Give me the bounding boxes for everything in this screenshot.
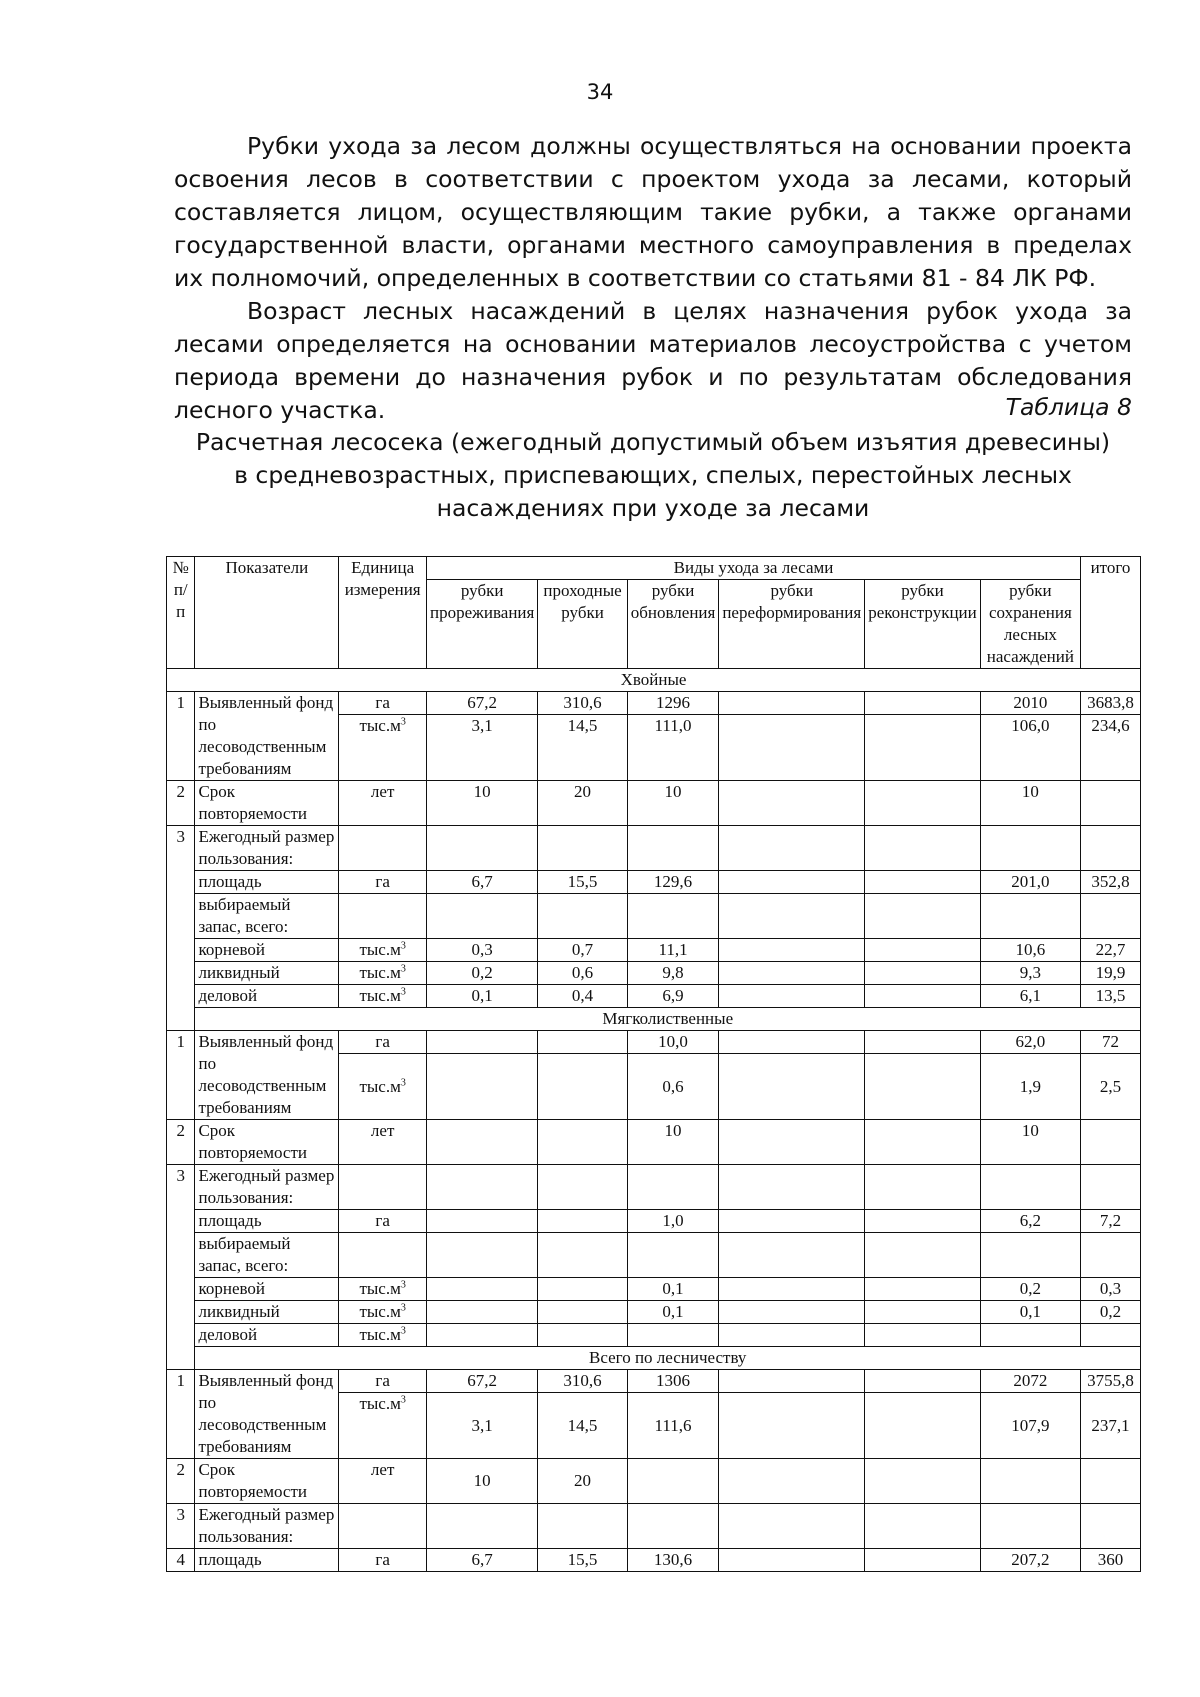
unit-cell: $тыс.м^3$ [339,1278,427,1301]
unit-cell: $тыс.м^3$ [339,715,427,781]
header-passage: проходные рубки [538,580,627,669]
value-cell [865,1324,981,1347]
unit-cell: га [339,871,427,894]
value-cell [719,1324,865,1347]
value-cell: 10,0 [627,1031,719,1054]
row-label: Ежегодный размер пользования: [195,1504,339,1549]
value-cell: 129,6 [627,871,719,894]
value-cell [719,1031,865,1054]
value-cell [865,1393,981,1459]
value-cell [538,1120,627,1165]
row-label: корневой [195,1278,339,1301]
value-cell: 3,1 [427,1393,538,1459]
row-label: Срок повторяемости [195,1459,339,1504]
table-title-line-1: Расчетная лесосека (ежегодный допустимый объем изъятия древесины) [195,428,1111,456]
unit-cell: га [339,1210,427,1233]
value-cell [865,1278,981,1301]
value-cell [427,1210,538,1233]
value-cell: 10 [980,1120,1080,1165]
value-cell: 13,5 [1081,985,1141,1008]
value-cell [865,985,981,1008]
value-cell [865,962,981,985]
value-cell [538,1278,627,1301]
paragraph-1: Рубки ухода за лесом должны осуществляться на основании проекта освоения лесов в соответствии с проектом ухода за лесами, который составляется лицом, осуществляющим такие рубки, а также органами государственной власти, органами местного самоуправления в пределах их полномочий, определенных в соответствии со статьями 81 - 84 ЛК РФ. [174,132,1132,292]
value-cell: 310,6 [538,692,627,715]
value-cell [1081,1120,1141,1165]
value-cell: 2,5 [1081,1054,1141,1120]
value-cell [627,1459,719,1504]
unit-cell: га [339,1549,427,1572]
value-cell: 15,5 [538,871,627,894]
value-cell: 310,6 [538,1370,627,1393]
table-row [167,1233,1141,1278]
value-cell [719,715,865,781]
value-cell [719,962,865,985]
table-row [167,1324,1141,1347]
value-cell: 6,9 [627,985,719,1008]
value-cell [865,781,981,826]
unit-cell: $тыс.м^3$ [339,985,427,1008]
table-row [167,871,1141,894]
section-title: Мягколиственные [195,1008,1141,1031]
value-cell [538,1031,627,1054]
value-cell: 2072 [980,1370,1080,1393]
value-cell [427,1054,538,1120]
page-number: 34 [586,80,614,104]
value-cell [538,1054,627,1120]
row-label: выбираемый запас, всего: [195,1233,339,1278]
value-cell [1081,781,1141,826]
value-cell: 14,5 [538,1393,627,1459]
header-care-types: Виды ухода за лесами [427,557,1081,580]
value-cell: 15,5 [538,1549,627,1572]
value-cell: 11,1 [627,939,719,962]
value-cell [719,781,865,826]
unit-cell: га [339,692,427,715]
unit-cell: $тыс.м^3$ [339,1393,427,1459]
value-cell: 20 [538,781,627,826]
value-cell: 0,3 [1081,1278,1141,1301]
value-cell: 201,0 [980,871,1080,894]
value-cell [719,1278,865,1301]
value-cell [1081,1459,1141,1504]
value-cell: 0,2 [427,962,538,985]
row-num: 2 [167,781,195,826]
table-title [174,426,1132,525]
value-cell: 234,6 [1081,715,1141,781]
header-preservation: рубки сохранения лесных насаждений [980,580,1080,669]
value-cell: 19,9 [1081,962,1141,985]
header-num: № п/п [167,557,195,669]
value-cell [980,1324,1080,1347]
body-text [174,130,1132,427]
value-cell: 2010 [980,692,1080,715]
unit-cell: $тыс.м^3$ [339,1301,427,1324]
row-label: площадь [195,1210,339,1233]
value-cell [865,692,981,715]
value-cell: 0,1 [627,1301,719,1324]
table-row [167,939,1141,962]
value-cell [865,1031,981,1054]
value-cell [865,871,981,894]
table-row [167,1301,1141,1324]
row-label: выбираемый запас, всего: [195,894,339,939]
value-cell: 10 [627,1120,719,1165]
value-cell: 3755,8 [1081,1370,1141,1393]
value-cell: 0,3 [427,939,538,962]
value-cell [865,1459,981,1504]
table-label: Таблица 8 [1005,393,1132,421]
table-row [167,894,1141,939]
row-label: деловой [195,985,339,1008]
paragraph-2: Возраст лесных насаждений в целях назначения рубок ухода за лесами определяется на основании материалов лесоустройства с учетом периода времени до назначения рубок и по результатам обследования лесного участка. [174,297,1132,424]
header-reconstruction: рубки реконструкции [865,580,981,669]
value-cell [427,1031,538,1054]
value-cell: 67,2 [427,1370,538,1393]
value-cell: 360 [1081,1549,1141,1572]
value-cell [980,1459,1080,1504]
value-cell: 111,6 [627,1393,719,1459]
value-cell: 6,7 [427,1549,538,1572]
value-cell: 10 [427,1459,538,1504]
value-cell: 130,6 [627,1549,719,1572]
value-cell [427,1301,538,1324]
table-title-line-3: насаждениях при уходе за лесами [436,494,870,522]
row-num: 2 [167,1120,195,1165]
row-label: ликвидный [195,962,339,985]
value-cell: 10 [627,781,719,826]
value-cell: 72 [1081,1031,1141,1054]
unit-cell: $тыс.м^3$ [339,1324,427,1347]
table-row [167,962,1141,985]
value-cell: 20 [538,1459,627,1504]
unit-cell: лет [339,781,427,826]
value-cell [865,715,981,781]
row-num: 2 [167,1459,195,1504]
table-row [167,1210,1141,1233]
table-row [167,1278,1141,1301]
table-row [167,1165,1141,1210]
table-row [167,692,1141,715]
value-cell [427,1324,538,1347]
row-num: 1 [167,1031,195,1120]
table-row [167,1549,1141,1572]
table-row [167,781,1141,826]
row-num: 3 [167,826,195,1031]
value-cell [427,1120,538,1165]
value-cell [865,1054,981,1120]
value-cell [865,1210,981,1233]
value-cell [719,1210,865,1233]
row-label: Выявленный фонд по лесоводственным требованиям [195,1370,339,1459]
row-label: Ежегодный размер пользования: [195,1165,339,1210]
value-cell [719,1370,865,1393]
value-cell: 352,8 [1081,871,1141,894]
row-label: Срок повторяемости [195,781,339,826]
value-cell: 1296 [627,692,719,715]
value-cell [719,1301,865,1324]
header-reformation: рубки переформирования [719,580,865,669]
row-num: 3 [167,1165,195,1370]
row-label: Выявленный фонд по лесоводственным требованиям [195,692,339,781]
value-cell: 9,8 [627,962,719,985]
value-cell: 1,0 [627,1210,719,1233]
value-cell: 6,2 [980,1210,1080,1233]
row-label: Выявленный фонд по лесоводственным требованиям [195,1031,339,1120]
value-cell: 0,6 [627,1054,719,1120]
value-cell [865,1120,981,1165]
value-cell [719,1459,865,1504]
value-cell [427,1278,538,1301]
value-cell [538,1324,627,1347]
value-cell: 0,4 [538,985,627,1008]
value-cell: 0,2 [980,1278,1080,1301]
table-row [167,1504,1141,1549]
value-cell: 3683,8 [1081,692,1141,715]
row-label: корневой [195,939,339,962]
table-row [167,1370,1141,1393]
value-cell [719,985,865,1008]
value-cell [719,1393,865,1459]
value-cell [719,692,865,715]
section-row [167,1347,1141,1370]
section-title: Всего по лесничеству [195,1347,1141,1370]
table-row [167,1031,1141,1054]
value-cell: 207,2 [980,1549,1080,1572]
row-label: ликвидный [195,1301,339,1324]
unit-cell: $тыс.м^3$ [339,939,427,962]
unit-cell: га [339,1370,427,1393]
value-cell [1081,1324,1141,1347]
value-cell: 0,7 [538,939,627,962]
value-cell: 67,2 [427,692,538,715]
value-cell [719,939,865,962]
table-row [167,826,1141,871]
row-num: 1 [167,692,195,781]
header-renewal: рубки обновления [627,580,719,669]
value-cell: 10 [980,781,1080,826]
value-cell: 0,1 [627,1278,719,1301]
value-cell [719,1549,865,1572]
value-cell [719,1054,865,1120]
header-row-1 [167,557,1141,580]
table-row [167,1459,1141,1504]
value-cell: 237,1 [1081,1393,1141,1459]
unit-cell: лет [339,1120,427,1165]
section-row [167,669,1141,692]
logging-table [166,556,1141,1572]
value-cell: 10 [427,781,538,826]
header-unit: Единица измерения [339,557,427,669]
row-label: Срок повторяемости [195,1120,339,1165]
value-cell: 1,9 [980,1054,1080,1120]
value-cell: 7,2 [1081,1210,1141,1233]
value-cell: 111,0 [627,715,719,781]
section-row [167,1008,1141,1031]
header-indicators: Показатели [195,557,339,669]
value-cell: 6,1 [980,985,1080,1008]
table-row [167,985,1141,1008]
value-cell [865,1301,981,1324]
value-cell [627,1324,719,1347]
value-cell: 10,6 [980,939,1080,962]
value-cell: 14,5 [538,715,627,781]
value-cell: 0,1 [980,1301,1080,1324]
value-cell: 22,7 [1081,939,1141,962]
table-row [167,1120,1141,1165]
row-label: деловой [195,1324,339,1347]
value-cell [719,1120,865,1165]
value-cell: 9,3 [980,962,1080,985]
value-cell [865,1370,981,1393]
unit-cell: лет [339,1459,427,1504]
row-num: 1 [167,1370,195,1459]
value-cell: 1306 [627,1370,719,1393]
value-cell [865,1549,981,1572]
value-cell: 0,6 [538,962,627,985]
row-num: 3 [167,1504,195,1549]
value-cell [538,1301,627,1324]
value-cell: 62,0 [980,1031,1080,1054]
unit-cell: га [339,1031,427,1054]
row-label: Ежегодный размер пользования: [195,826,339,871]
row-label: площадь [195,871,339,894]
unit-cell: $тыс.м^3$ [339,962,427,985]
value-cell: 6,7 [427,871,538,894]
value-cell [865,939,981,962]
table-title-line-2: в средневозрастных, приспевающих, спелых, перестойных лесных [234,461,1072,489]
unit-cell: $тыс.м^3$ [339,1054,427,1120]
value-cell: 0,1 [427,985,538,1008]
row-label: площадь [195,1549,339,1572]
value-cell [538,1210,627,1233]
section-title: Хвойные [167,669,1141,692]
value-cell: 107,9 [980,1393,1080,1459]
value-cell: 0,2 [1081,1301,1141,1324]
header-thinning: рубки прореживания [427,580,538,669]
value-cell: 106,0 [980,715,1080,781]
header-total: итого [1081,557,1141,669]
value-cell [719,871,865,894]
value-cell: 3,1 [427,715,538,781]
row-num: 4 [167,1549,195,1572]
